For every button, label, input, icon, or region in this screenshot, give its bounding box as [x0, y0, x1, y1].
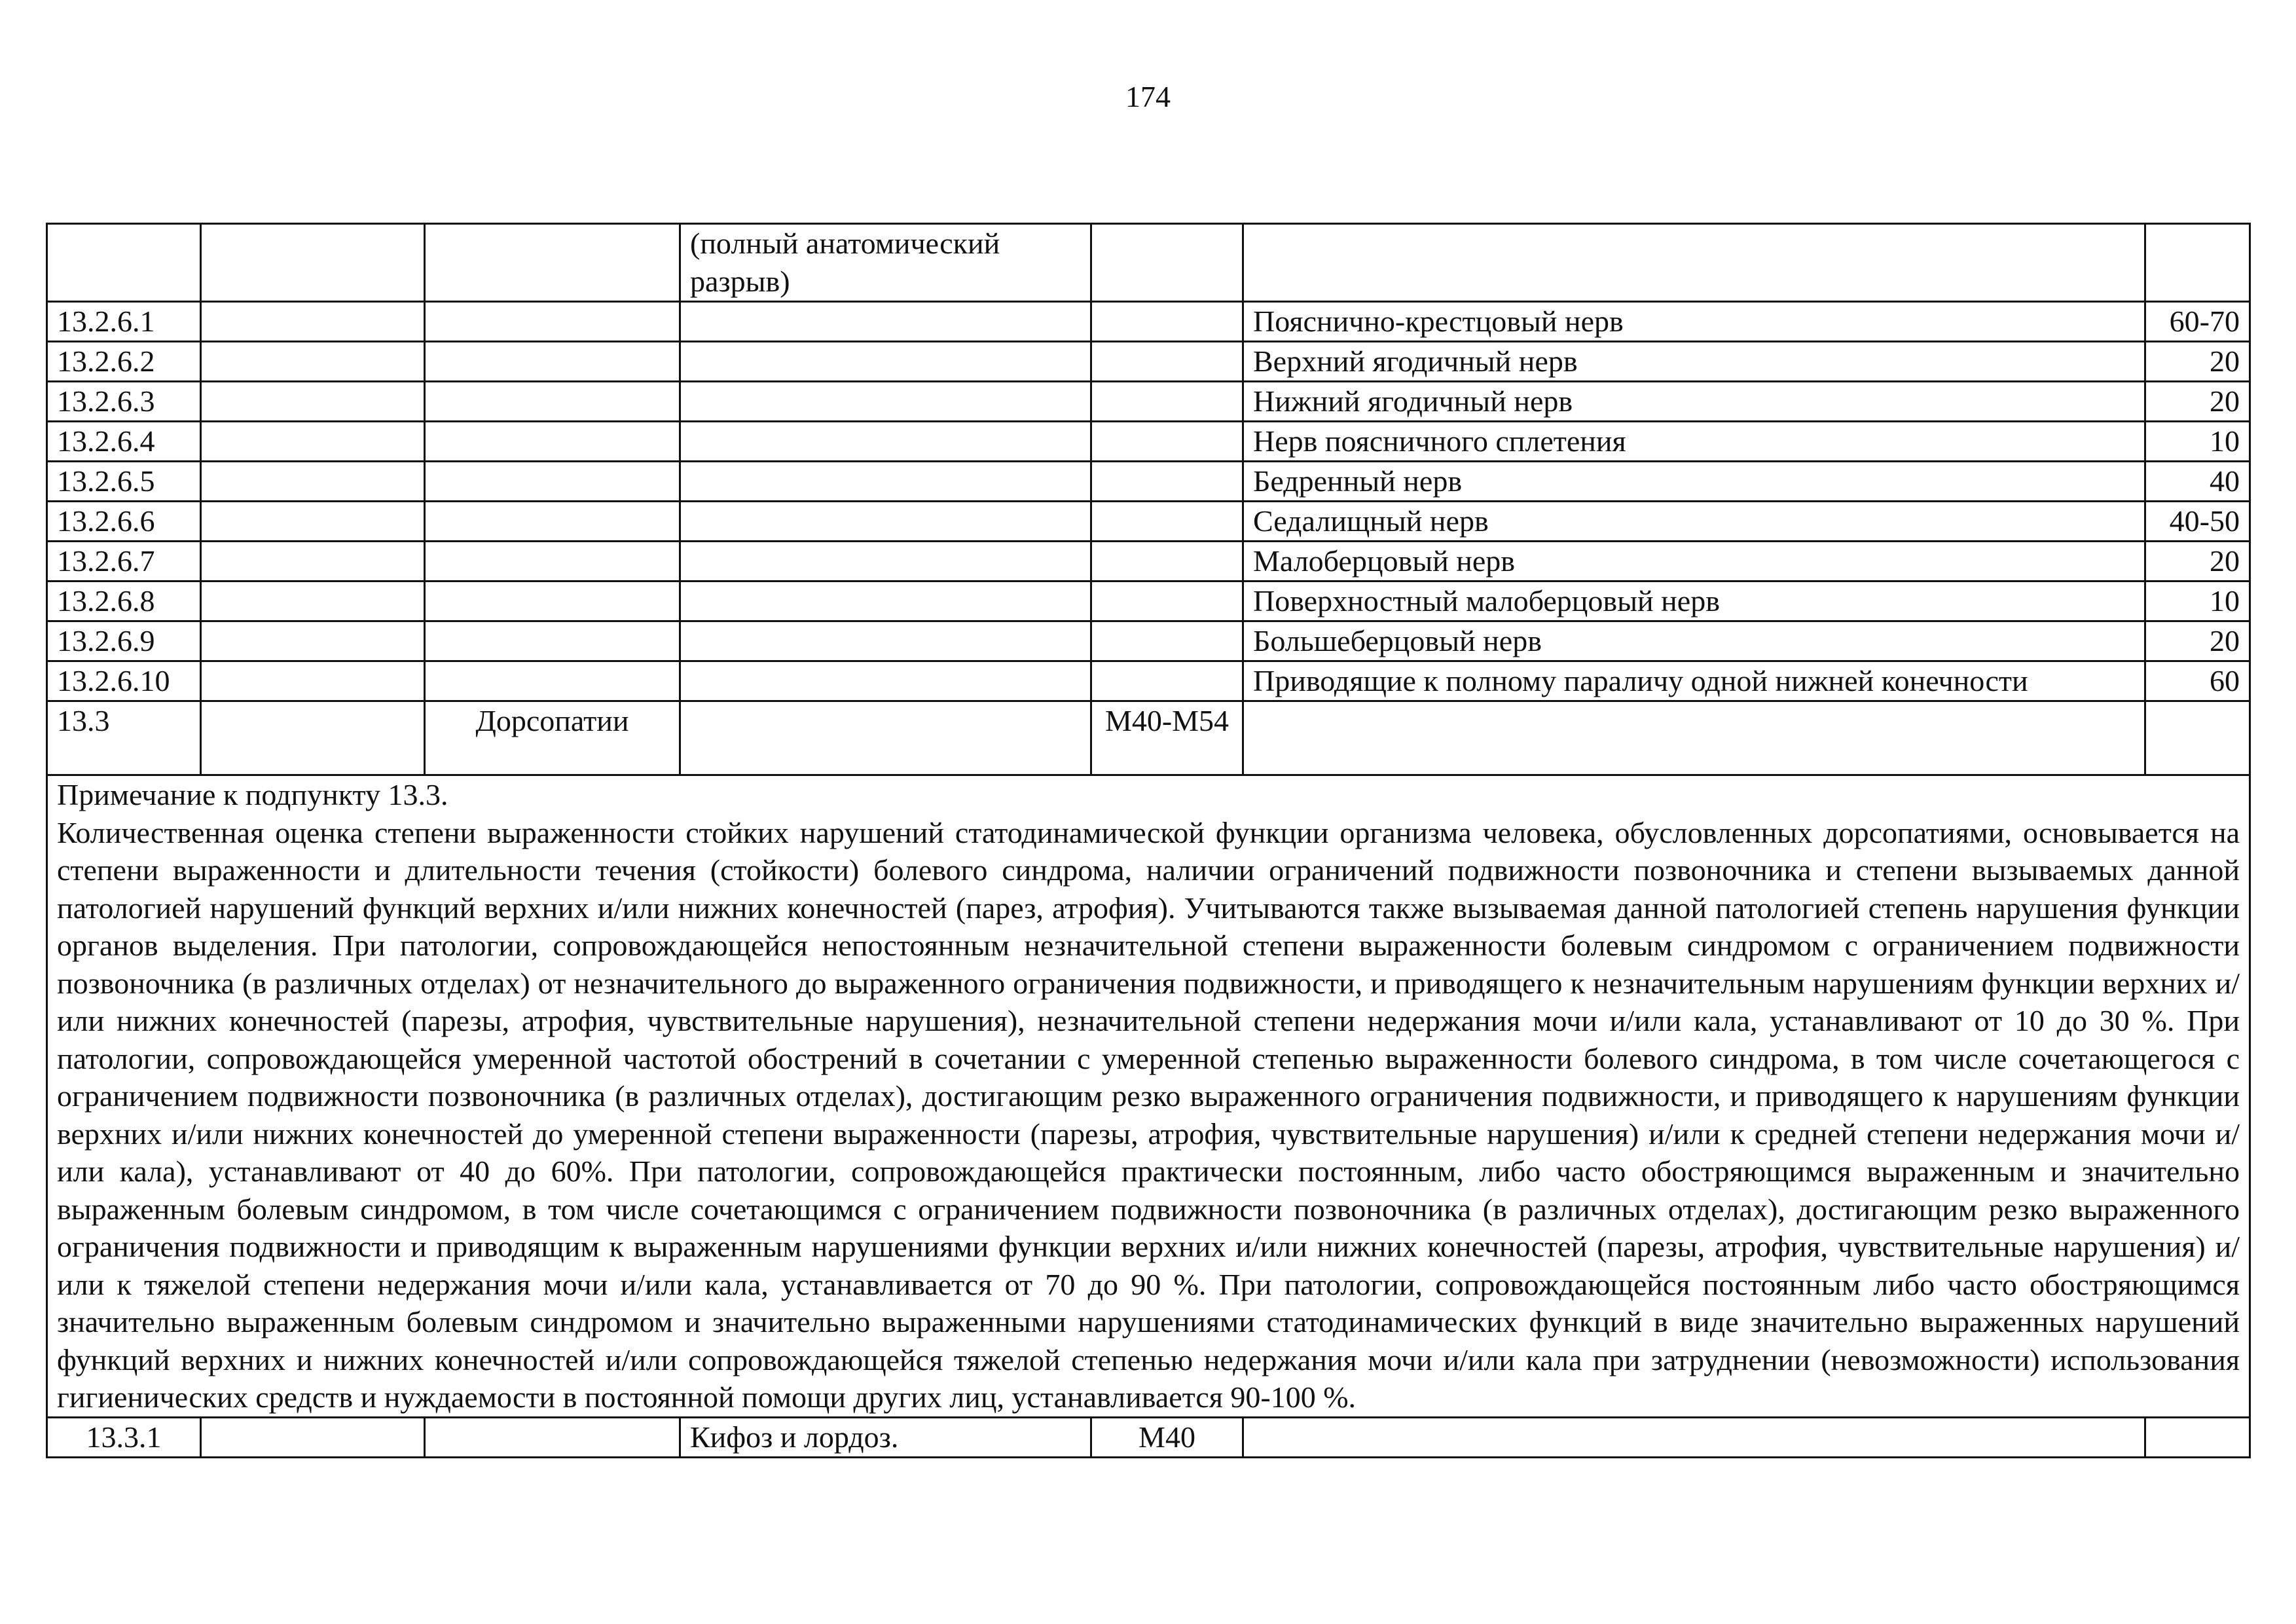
cell-number: 13.2.6.1	[47, 302, 201, 342]
table-row-section	[47, 701, 2250, 775]
table-row-note	[47, 775, 2250, 1418]
table-row	[47, 661, 2250, 701]
page-number: 174	[1125, 80, 1171, 113]
cell-description: (полный анатомический разрыв)	[680, 224, 1091, 302]
table-row	[47, 542, 2250, 581]
table-row	[47, 302, 2250, 342]
cell-number: 13.2.6.9	[47, 621, 201, 661]
cell-percent: 60	[2145, 661, 2250, 701]
note-title: Примечание к подпункту 13.3.	[57, 778, 448, 811]
cell-section-title: Дорсопатии	[425, 701, 680, 775]
table-row	[47, 581, 2250, 621]
cell-number: 13.3.1	[47, 1417, 201, 1457]
note-cell	[47, 775, 2250, 1418]
cell-nerve-name: Нерв поясничного сплетения	[1243, 422, 2145, 462]
table-row	[47, 502, 2250, 542]
table-row	[47, 621, 2250, 661]
cell-nerve-name: Пояснично-крестцовый нерв	[1243, 302, 2145, 342]
cell-number: 13.2.6.8	[47, 581, 201, 621]
cell-section-code: М40-М54	[1091, 701, 1243, 775]
note-text: Количественная оценка степени выраженности стойких нарушений статодинамической функции организма человека, обусловленных дорсопатиями, основывается на степени выраженности и длительности течения (стойкости) болевого синдрома, наличии ограничений подвижности позвоночника и степени вызываемых данной патологией нарушений функций верхних и/или нижних конечностей (парез, атрофия). Учитываются также вызываемая данной патологией степень нарушения функции органов выделения. При патологии, сопровождающейся непостоянным незначительной степени выраженности болевым синдромом с ограничением подвижности позвоночника (в различных отделах) от незначительного до выраженного ограничения подвижности, и приводящего к незначительным нарушениям функции верхних и/или нижних конечностей (парезы, атрофия, чувствительные нарушения), незначительной степени недержания мочи и/или кала, устанавливают от 10 до 30 %. При патологии, сопровождающейся умеренной частотой обострений в сочетании с умеренной степенью выраженности болевого синдрома, в том числе сочетающегося с ограничением подвижности позвоночника (в различных отделах), достигающим резко выраженного ограничения подвижности, и приводящего к нарушениям функции верхних и/или нижних конечностей до умеренной степени выраженности (парезы, атрофия, чувствительные нарушения) и/или к средней степени недержания мочи и/или кала), устанавливают от 40 до 60%. При патологии, сопровождающейся практически постоянным, либо часто обостряющимся выраженным и значительно выраженным болевым синдромом, в том числе сочетающимся с ограничением подвижности позвоночника (в различных отделах), достигающим резко выраженного ограничения подвижности и приводящим к выраженным нарушениями функции верхних и/или нижних конечностей (парезы, атрофия, чувствительные нарушения) и/или к тяжелой степени недержания мочи и/или кала, устанавливается от 70 до 90 %. При патологии, сопровождающейся постоянным либо часто обостряющимся значительно выраженным болевым синдромом и значительно выраженными нарушениями статодинамических функций в виде значительно выраженных нарушений функций верхних и нижних конечностей и/или сопровождающейся тяжелой степенью недержания мочи и/или кала при затруднении (невозможности) использования гигиенических средств и нуждаемости в постоянной помощи других лиц, устанавливается 90-100 %.	[57, 815, 2240, 1414]
cell-nerve-name: Седалищный нерв	[1243, 502, 2145, 542]
cell-percent: 20	[2145, 542, 2250, 581]
cell-nerve-name: Малоберцовый нерв	[1243, 542, 2145, 581]
cell-percent: 40-50	[2145, 502, 2250, 542]
cell-nerve-name: Бедренный нерв	[1243, 462, 2145, 502]
cell-code: М40	[1091, 1417, 1243, 1457]
table-row-subsection	[47, 1417, 2250, 1457]
table-row	[47, 462, 2250, 502]
cell-nerve-name: Верхний ягодичный нерв	[1243, 342, 2145, 382]
cell-number: 13.2.6.3	[47, 382, 201, 422]
cell-number: 13.2.6.4	[47, 422, 201, 462]
cell-percent: 10	[2145, 422, 2250, 462]
classification-table	[46, 223, 2251, 1458]
cell-section-number: 13.3	[47, 701, 201, 775]
cell-number: 13.2.6.6	[47, 502, 201, 542]
cell-description: Кифоз и лордоз.	[680, 1417, 1091, 1457]
table-row	[47, 422, 2250, 462]
cell-nerve-name: Нижний ягодичный нерв	[1243, 382, 2145, 422]
cell-percent: 60-70	[2145, 302, 2250, 342]
cell-percent: 10	[2145, 581, 2250, 621]
cell-percent: 40	[2145, 462, 2250, 502]
cell-number: 13.2.6.10	[47, 661, 201, 701]
table-row	[47, 342, 2250, 382]
cell-nerve-name: Приводящие к полному параличу одной нижней конечности	[1243, 661, 2145, 701]
cell-number: 13.2.6.7	[47, 542, 201, 581]
cell-number: 13.2.6.5	[47, 462, 201, 502]
cell-nerve-name: Большеберцовый нерв	[1243, 621, 2145, 661]
cell-percent: 20	[2145, 382, 2250, 422]
cell-number: 13.2.6.2	[47, 342, 201, 382]
cell-percent: 20	[2145, 621, 2250, 661]
table-row-header-continuation	[47, 224, 2250, 302]
cell-percent: 20	[2145, 342, 2250, 382]
table-row	[47, 382, 2250, 422]
cell-nerve-name: Поверхностный малоберцовый нерв	[1243, 581, 2145, 621]
